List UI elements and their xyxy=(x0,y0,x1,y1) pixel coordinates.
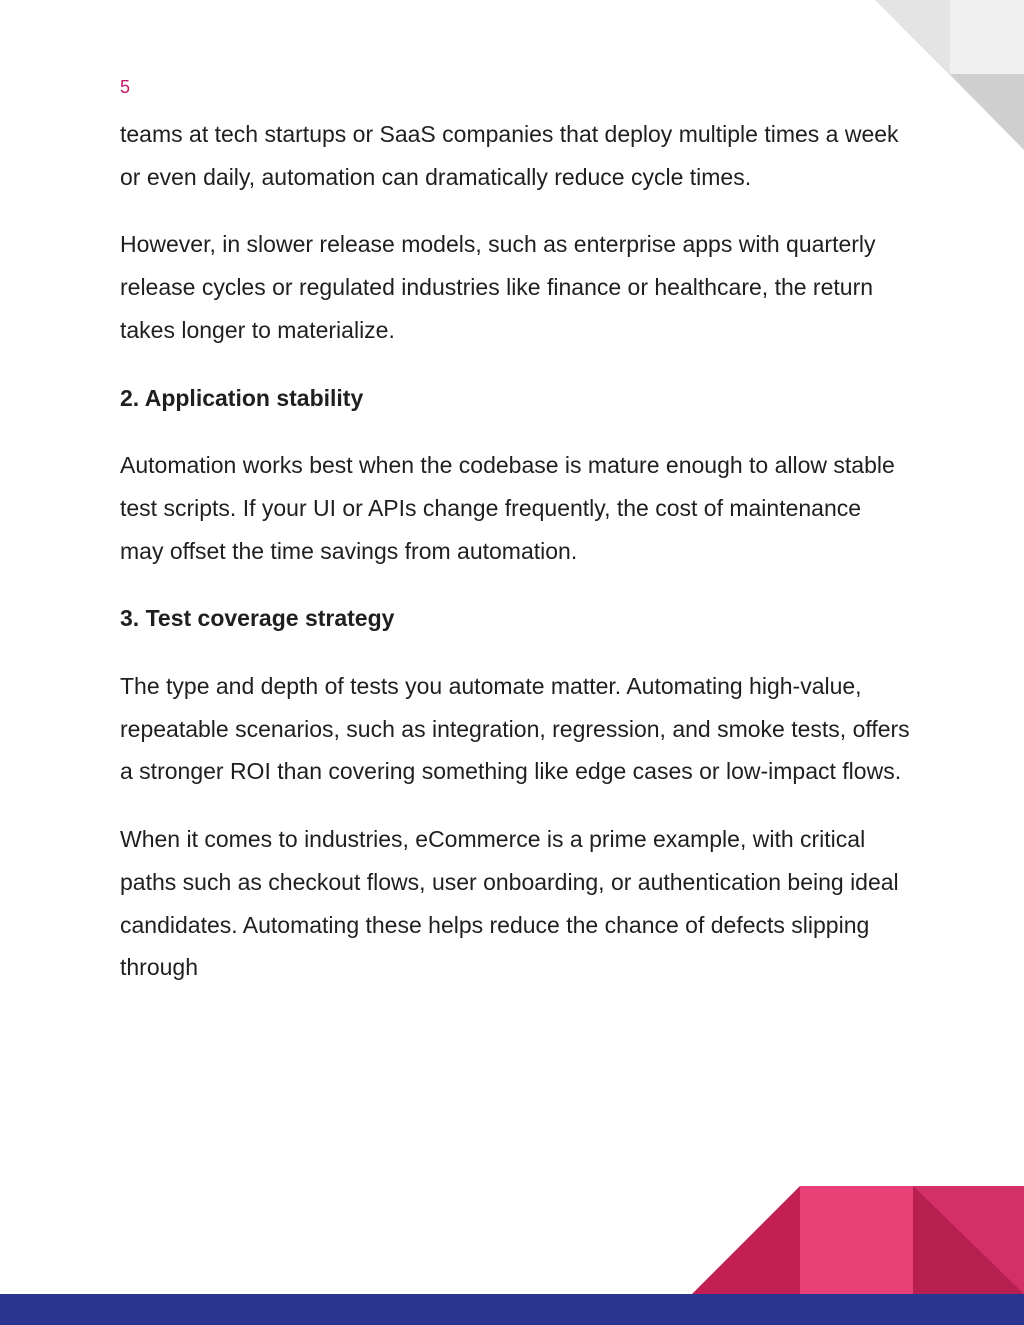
heading-application-stability: 2. Application stability xyxy=(120,384,364,411)
page-number: 5 xyxy=(120,77,131,97)
paragraph-1: teams at tech startups or SaaS companies that deploy multiple times a week or even daily, automation can dramatically reduce cycle times. xyxy=(120,121,899,190)
heading-test-coverage-strategy: 3. Test coverage strategy xyxy=(120,605,395,632)
corner-fold-white xyxy=(950,0,1024,74)
paragraph-2: However, in slower release models, such as enterprise apps with quarterly release cycles or regulated industries like finance or healthcare, the return takes longer to materialize. xyxy=(120,231,876,343)
footer-pink-block xyxy=(800,1186,913,1294)
footer-triangle xyxy=(692,1186,800,1294)
paragraph-3: Automation works best when the codebase is mature enough to allow stable test scripts. If your UI or APIs change frequently, the cost of maintenance may offset the time savings from automation. xyxy=(120,452,895,564)
paragraph-4: The type and depth of tests you automate matter. Automating high-value, repeatable scenarios, such as integration, regression, and smoke tests, offers a stronger ROI than covering something like edge cases or low-impact flows. xyxy=(120,673,910,785)
footer-bar xyxy=(0,1294,1024,1325)
paragraph-5: When it comes to industries, eCommerce is a prime example, with critical paths such as checkout flows, user onboarding, or authentication being ideal candidates. Automating these helps reduce the chance of defects slipping through xyxy=(120,826,899,981)
document-body xyxy=(120,113,910,1014)
